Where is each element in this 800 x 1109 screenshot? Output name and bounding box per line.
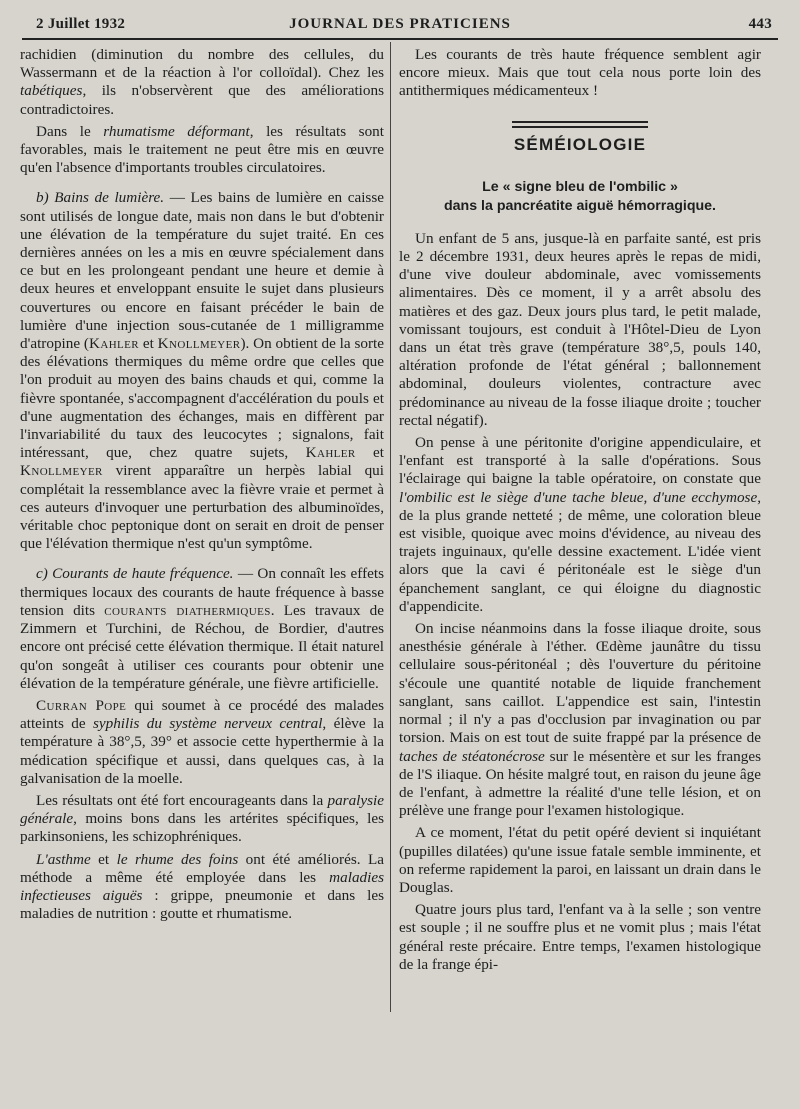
section-separator bbox=[512, 121, 648, 128]
paragraph: Quatre jours plus tard, l'enfant va à la selle ; son ventre est souple ; il ne souffre plus et ne vomit plus ; mais l'état général reste précaire. Entre temps, l'examen histologique de la frange épi- bbox=[399, 901, 761, 973]
paragraph: rachidien (diminution du nombre des cellules, du Wassermann et de la réaction à l'or colloïdal). Chez les tabétiques, ils n'observèrent que des améliorations contradictoires. bbox=[20, 46, 384, 118]
paragraph-courants-haute-frequence: c) Courants de haute fréquence. — On connaît les effets thermiques locaux des courants de haute fréquence à basse tension dits courants diathermiques. Les travaux de Zimmern et Turchini, de Réchou, de Bordier, d'autres encore ont précisé cette élévation thermique. Il était naturel qu'on songeât à utiliser ces courants pour obtenir une élévation de la température générale, une fièvre artificielle. bbox=[20, 565, 384, 692]
page-number: 443 bbox=[748, 16, 772, 32]
article-title: Le « signe bleu de l'ombilic » dans la pancréatite aiguë hémorragique. bbox=[443, 178, 716, 214]
paragraph-bains-de-lumiere: b) Bains de lumière. — Les bains de lumière en caisse sont utilisés de longue date, mais non dans le but d'obtenir une élévation de la température du sujet traité. En ces dernières années on les a mis en œuvre spécialement dans ce but en les prolongeant pendant une heure et demie à deux heures et enveloppant ensuite le sujet dans plusieurs couvertures ou encore en faisant précéder le bain de lumière d'une injection sous-cutanée de 1 milligramme d'atropine (Kahler et Knollmeyer). On obtient de la sorte des élévations thermiques du même ordre que celles que l'on produit au moyen des bains chauds et qui, comme la fièvre spontanée, s'accompagnent d'accélération du pouls et d'une augmentation des échanges, mais en diffèrent par l'invariabilité du taux des leucocytes ; signalons, fait intéressant, que, chez quatre sujets, Kahler et Knollmeyer virent apparaître un herpès labial qui complétait la ressemblance avec la fièvre vraie et permet à ces auteurs d'invoquer une perturbation des albuminoïdes, véritable choc peptonique dont on serait en droit de penser que l'élévation thermique n'est qu'un symptôme. bbox=[20, 189, 384, 553]
right-column bbox=[399, 46, 761, 1039]
page-header bbox=[22, 14, 778, 40]
paragraph: Curran Pope qui soumet à ce procédé des malades atteints de syphilis du système nerveux central, élève la température à 38°,5, 39° et associe cette hyperthermie à la médication spécifique et aussi, dans quelques cas, à la galvanisation de la moelle. bbox=[20, 696, 385, 787]
section-title: SÉMÉIOLOGIE bbox=[513, 134, 647, 154]
paragraph: Les courants de très haute fréquence semblent agir encore mieux. Mais que tout cela nous porte loin des antithermiques médicamenteux ! bbox=[399, 46, 761, 100]
paragraph: Un enfant de 5 ans, jusque-là en parfaite santé, est pris le 2 décembre 1931, deux heures après le repas de midi, d'une vive douleur abdominale, avec vomissements alimentaires. Dès ce moment, il y a arrêt absolu des matières et des gaz. Deux jours plus tard, le petit malade, vomissant toujours, est conduit à l'Hôtel-Dieu de Lyon dans un état très grave (température 38°,5, pouls 140, altération profonde de l'état général ; ballonnement abdominal, douleurs violentes, contracture avec prédominance au niveau de la fosse iliaque droite ; toucher rectal négatif). bbox=[399, 229, 761, 429]
subsection-heading: c) Courants de haute fréquence. bbox=[36, 565, 234, 583]
journal-title: JOURNAL DES PRATICIENS bbox=[289, 16, 511, 32]
paragraph: On incise néanmoins dans la fosse iliaque droite, sous anesthésie générale à l'éther. Œdème jaunâtre du tissu cellulaire sous-péritonéal ; dès l'ouverture du péritoine s'écoule une quantité notable de liquide franchement sanglant, sans caillot. L'appendice est sain, l'intestin normal ; il n'y a pas d'occlusion par invagination ou par torsion. Mais on est tout de suite frappé par la présence de taches de stéatonécrose sur le mésentère et sur les franges de l'S iliaque. On hésite malgré tout, en raison du jeune âge de l'enfant, à admettre la réalité d'une telle lésion, et on prélève une frange pour l'examen histologique. bbox=[399, 620, 761, 820]
subsection-heading: b) Bains de lumière. bbox=[36, 189, 165, 207]
paragraph: Dans le rhumatisme déformant, les résultats sont favorables, mais le traitement ne peut être mis en œuvre qu'en l'absence d'importants troubles circulatoires. bbox=[20, 122, 384, 177]
left-column bbox=[20, 46, 384, 1039]
column-divider bbox=[390, 42, 391, 1012]
paragraph: Les résultats ont été fort encourageants dans la paralysie générale, moins bons dans les artérites spécifiques, les parkinsoniens, les schizophréniques. bbox=[20, 791, 384, 846]
paragraph: A ce moment, l'état du petit opéré devient si inquiétant (pupilles dilatées) qu'une issue fatale semble imminente, et on referme rapidement la paroi, en laissant un drain dans le Douglas. bbox=[399, 824, 761, 896]
header-date: 2 Juillet 1932 bbox=[36, 16, 126, 32]
paragraph: L'asthme et le rhume des foins ont été améliorés. La méthode a même été employée dans les maladies infectieuses aiguës : grippe, pneumonie et dans les maladies de nutrition : goutte et rhumatisme. bbox=[20, 850, 384, 923]
paragraph: On pense à une péritonite d'origine appendiculaire, et l'enfant est transporté à la salle d'opérations. Sous l'éclairage qui baigne la table opératoire, on constate que l'ombilic est le siège d'une tache bleue, d'une ecchymose, de la plus grande netteté ; de même, une coloration bleue est visible, quoique avec moins d'évidence, au niveau des trajets inguinaux, qu'elle dessine exactement. L'idée vient alors que la cavi é péritonéale est le siège d'un épanchement sanglant, ce qui éloigne du diagnostic d'appendicite. bbox=[399, 434, 761, 615]
